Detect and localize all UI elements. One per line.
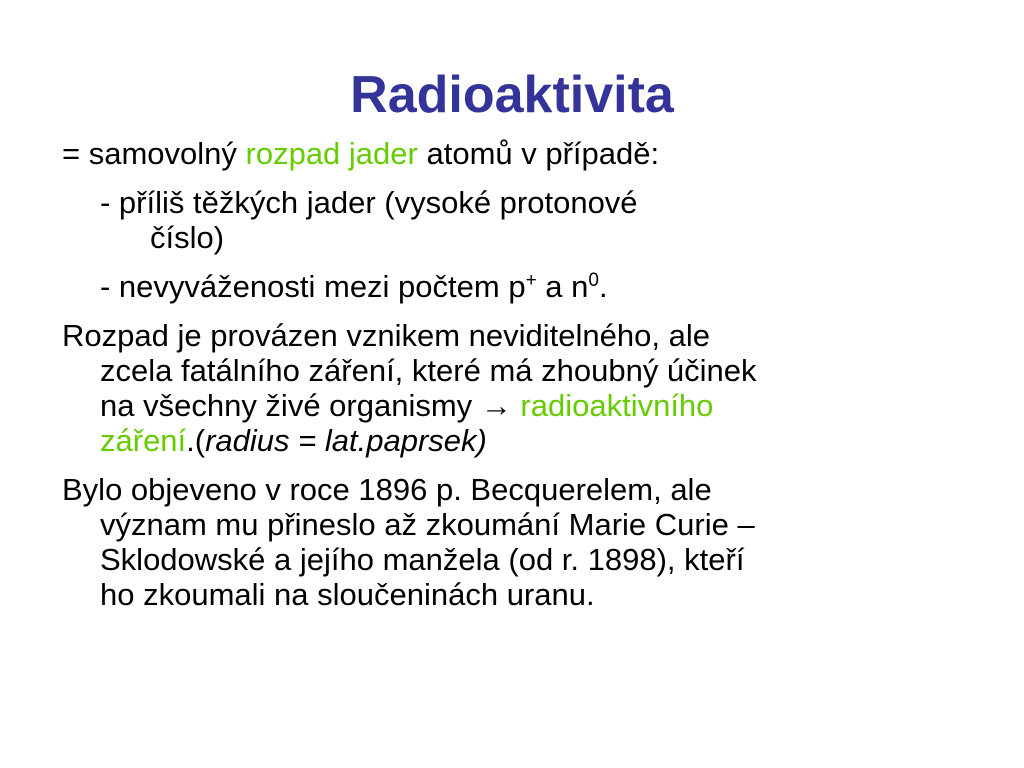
- para1-line4-italic: radius = lat.paprsek): [205, 423, 487, 458]
- case2-middle: a n: [536, 269, 589, 304]
- case1-line2: číslo): [150, 220, 225, 255]
- para1-line3-prefix: na všechny živé organismy →: [100, 388, 521, 423]
- slide-body: [62, 136, 962, 612]
- definition-highlight: rozpad jader: [245, 136, 418, 171]
- slide-title: Radioaktivita: [350, 66, 674, 124]
- case2-end: .: [598, 269, 608, 304]
- para1-line4-dot: .(: [186, 423, 206, 458]
- para1-line4-highlight: záření: [100, 423, 187, 458]
- case1-line1: - příliš těžkých jader (vysoké protonové: [100, 185, 638, 220]
- definition-prefix: = samovolný: [62, 136, 246, 171]
- para1-line2: zcela fatálního záření, které má zhoubný účinek: [100, 353, 757, 388]
- case2-sup-p: +: [525, 270, 537, 291]
- para2-line4: ho zkoumali na sloučeninách uranu.: [100, 577, 595, 612]
- para2-line1: Bylo objeveno v roce 1896 p. Becquerelem, ale: [62, 472, 712, 507]
- case2-line: [62, 269, 962, 304]
- para1-line3-highlight: radioaktivního: [520, 388, 714, 423]
- definition-line: [62, 136, 962, 171]
- para1-line3: [62, 388, 962, 423]
- para1-line1: Rozpad je provázen vznikem neviditelného, ale: [62, 318, 710, 353]
- case2-text: - nevyváženosti mezi počtem p: [100, 269, 526, 304]
- case2-sup-n: 0: [588, 270, 599, 291]
- definition-suffix: atomů v případě:: [417, 136, 660, 171]
- para2-line3: Sklodowské a jejího manžela (od r. 1898), kteří: [100, 542, 745, 577]
- para2-line2: význam mu přineslo až zkoumání Marie Curie –: [100, 507, 755, 542]
- para1-line4: [62, 423, 962, 458]
